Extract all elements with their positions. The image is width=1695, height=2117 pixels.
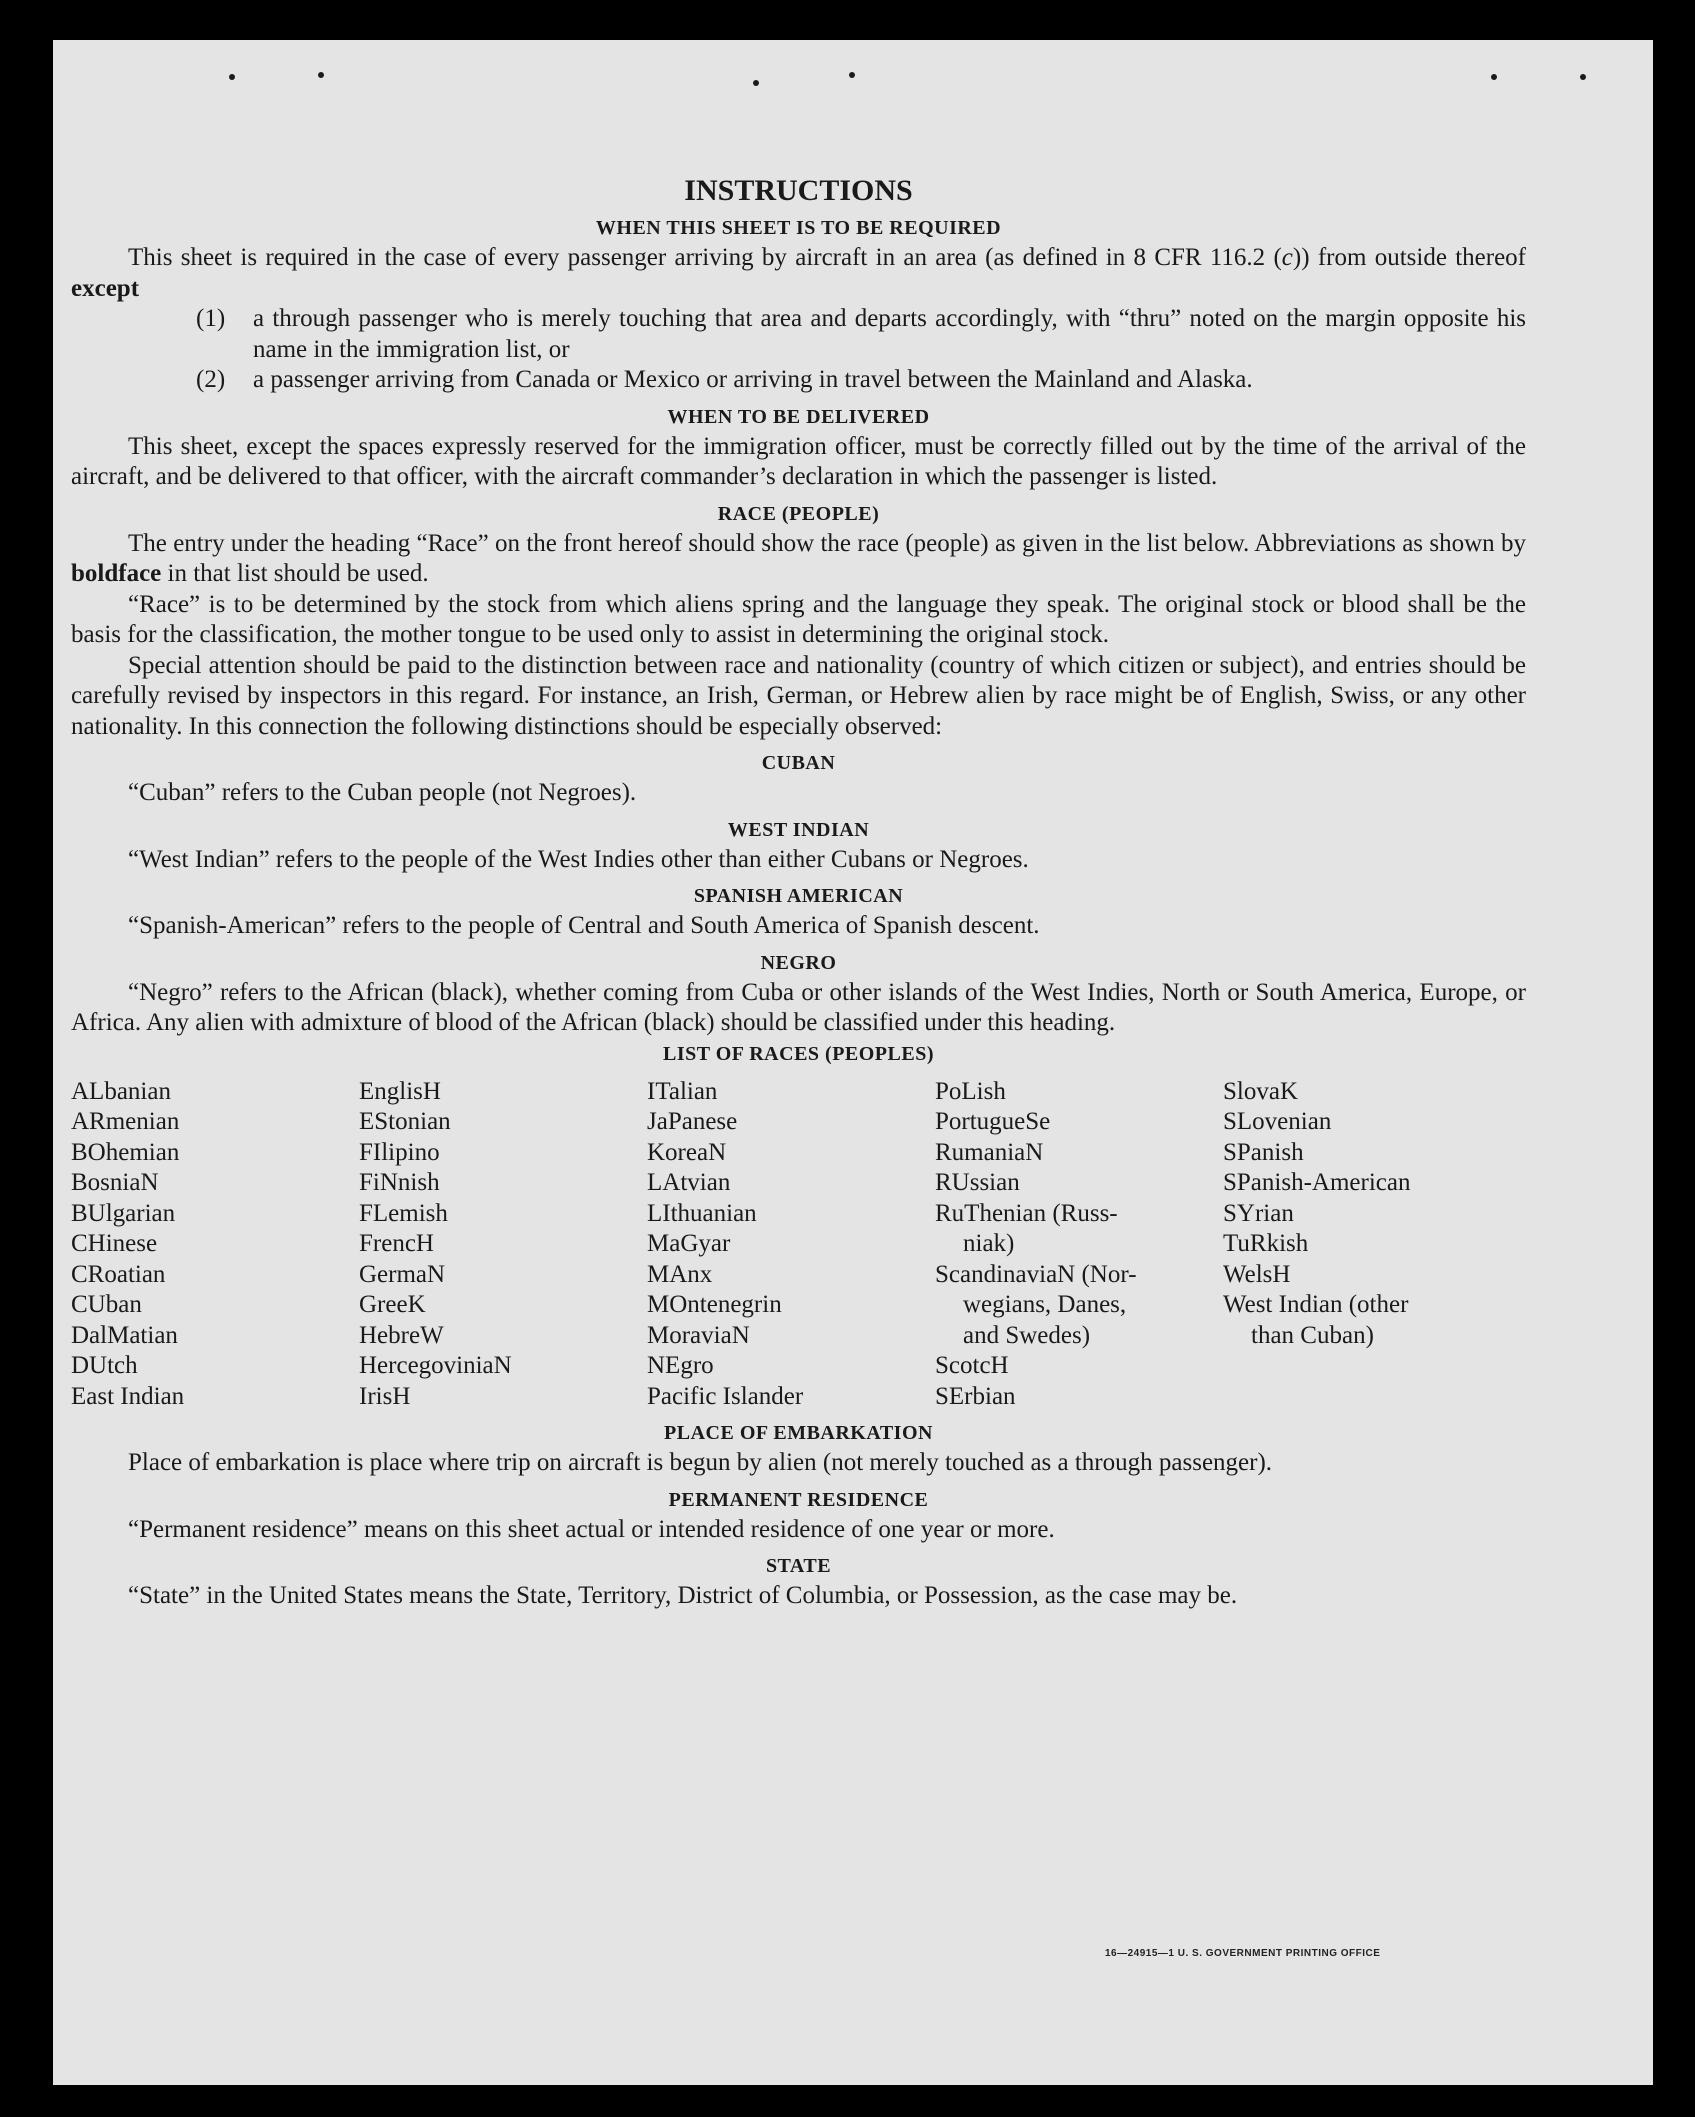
exception-item [196, 365, 1526, 396]
west-indian-text: “West Indian” refers to the people of the West Indies other than either Cubans or Negroes. [128, 845, 1029, 873]
races-column [647, 1077, 935, 1413]
race-entry: SlovaK [1223, 1077, 1298, 1105]
races-list [71, 1077, 1526, 1413]
race-entry: HercegoviniaN [359, 1352, 512, 1379]
race-entry: EStonian [359, 1108, 451, 1135]
residence-text: “Permanent residence” means on this sheet actual or intended residence of one year or more. [128, 1515, 1055, 1543]
race-entry: ScotcH [935, 1352, 1009, 1379]
race-entry: IrisH [359, 1382, 411, 1410]
race-entry: MOntenegrin [647, 1291, 782, 1318]
race-entry: BOhemian [71, 1138, 180, 1166]
item-number: (2) [196, 366, 226, 393]
race-entry: JaPanese [647, 1108, 738, 1135]
race-entry: FIlipino [359, 1138, 440, 1166]
punch-mark [849, 72, 855, 78]
race-paragraph-2: “Race” is to be determined by the stock from which aliens spring and the language they speak. The original stock or blood shall be the basis for the classification, the mother tongue to be used only to assist in determining the original stock. [71, 590, 1526, 648]
instructions-content [71, 172, 1526, 1612]
race-entry: MaGyar [647, 1230, 731, 1257]
punch-marks [53, 40, 1653, 100]
punch-mark [1580, 74, 1586, 80]
punch-mark [1491, 74, 1497, 80]
race-entry: RuThenian (Russ- [935, 1199, 1118, 1227]
heading-spanish-american: SPANISH AMERICAN [693, 885, 904, 907]
heading-race: RACE (PEOPLE) [717, 502, 880, 525]
race-entry: ITalian [647, 1077, 718, 1105]
spanish-american-text: “Spanish-American” refers to the people of Central and South America of Spanish descent. [128, 912, 1040, 939]
intro-text: This sheet is required in the case of every passenger arriving by aircraft in an area (as defined in 8 CFR 116.2 ( [128, 244, 1282, 271]
race-entry: ScandinaviaN (Nor- [935, 1260, 1137, 1288]
punch-mark [229, 74, 235, 80]
race-entry: WelsH [1223, 1260, 1291, 1288]
race-bold-word: boldface [71, 560, 162, 587]
punch-mark [753, 80, 759, 86]
race-paragraph-1 [71, 529, 1526, 590]
race-entry: LAtvian [647, 1169, 731, 1196]
item-text: a passenger arriving from Canada or Mexico or arriving in travel between the Mainland and Alaska. [253, 366, 1253, 393]
races-column [359, 1077, 647, 1413]
intro-text: )) from outside thereof [1292, 244, 1526, 271]
race-entry: EnglisH [359, 1077, 441, 1105]
when-delivered-text: This sheet, except the spaces expressly reserved for the immigration officer, must be correctly filled out by the time of the arrival of the aircraft, and be delivered to that officer, with the aircraft commander’s declaration in which the passenger is listed. [71, 432, 1526, 490]
race-text: in that list should be used. [161, 560, 429, 587]
race-text: The entry under the heading “Race” on the front hereof should show the race (people) as given in the list below. Abbreviations as shown by [128, 529, 1526, 557]
race-entry: CUban [71, 1291, 142, 1318]
race-entry: BosniaN [71, 1169, 159, 1196]
document-page [53, 40, 1653, 2085]
heading-cuban: CUBAN [761, 752, 836, 774]
race-entry: FLemish [359, 1199, 448, 1227]
item-text: a through passenger who is merely touching that area and departs accordingly, with “thru” noted on the margin opposite his name in the immigration list, or [253, 305, 1526, 363]
printer-imprint: 16—24915—1 U. S. GOVERNMENT PRINTING OFFICE [1105, 1948, 1381, 1959]
race-entry: HebreW [359, 1321, 444, 1349]
race-entry: PoLish [935, 1077, 1006, 1105]
race-entry: SPanish [1223, 1138, 1304, 1166]
race-entry: BUlgarian [71, 1199, 176, 1227]
race-entry: GermaN [359, 1260, 446, 1288]
intro-italic: c [1281, 244, 1293, 271]
state-text: “State” in the United States means the State, Territory, District of Columbia, or Possession, as the case may be. [128, 1582, 1238, 1609]
race-entry: Pacific Islander [647, 1382, 804, 1410]
races-column [71, 1077, 359, 1413]
race-entry: PortugueSe [935, 1108, 1051, 1135]
intro-except: except [71, 274, 140, 302]
race-entry: LIthuanian [647, 1199, 757, 1227]
race-entry: SPanish-American [1223, 1169, 1411, 1196]
race-entry-continued: wegians, Danes, [963, 1291, 1127, 1318]
races-column [1223, 1077, 1511, 1413]
race-entry: East Indian [71, 1382, 185, 1410]
race-entry: KoreaN [647, 1138, 727, 1166]
race-entry: TuRkish [1223, 1230, 1309, 1257]
heading-list-of-races: LIST OF RACES (PEOPLES) [662, 1042, 934, 1065]
race-entry: West Indian (other [1223, 1291, 1409, 1318]
race-entry: CRoatian [71, 1260, 166, 1288]
race-entry-continued: niak) [963, 1230, 1015, 1257]
race-entry: FiNnish [359, 1169, 440, 1196]
heading-permanent-residence: PERMANENT RESIDENCE [668, 1488, 929, 1511]
race-entry: DalMatian [71, 1321, 178, 1349]
race-entry: GreeK [359, 1291, 426, 1318]
race-entry-continued: and Swedes) [963, 1321, 1091, 1349]
race-entry: RUssian [935, 1169, 1020, 1196]
race-entry-continued: than Cuban) [1251, 1321, 1374, 1349]
race-entry: ARmenian [71, 1108, 180, 1135]
race-entry: NEgro [647, 1352, 714, 1379]
races-column [935, 1077, 1223, 1413]
race-entry: RumaniaN [935, 1138, 1044, 1166]
heading-negro: NEGRO [760, 951, 837, 974]
race-entry: FrencH [359, 1230, 434, 1257]
heading-when-required: WHEN THIS SHEET IS TO BE REQUIRED [595, 217, 1002, 239]
race-entry: MoraviaN [647, 1321, 750, 1349]
race-entry: DUtch [71, 1352, 138, 1379]
heading-state: STATE [765, 1555, 832, 1577]
heading-embarkation: PLACE OF EMBARKATION [664, 1422, 933, 1444]
item-number: (1) [196, 305, 226, 332]
race-entry: CHinese [71, 1230, 158, 1257]
race-paragraph-3: Special attention should be paid to the distinction between race and nationality (country of which citizen or subject), and entries should be carefully revised by inspectors in this regard. For instance, an Irish, German, or Hebrew alien by race might be of English, Swiss, or any other nationality. In this connection the following distinctions should be especially observed: [71, 651, 1526, 740]
exception-item [196, 304, 1526, 365]
race-entry: MAnx [647, 1260, 713, 1288]
race-entry: SLovenian [1223, 1108, 1332, 1135]
punch-mark [318, 72, 324, 78]
race-entry: SErbian [935, 1382, 1016, 1410]
negro-text: “Negro” refers to the African (black), whether coming from Cuba or other islands of the West Indies, North or South America, Europe, or Africa. Any alien with admixture of blood of the African (black) should be classified under this heading. [71, 978, 1526, 1036]
heading-west-indian: WEST INDIAN [727, 818, 870, 841]
cuban-text: “Cuban” refers to the Cuban people (not Negroes). [128, 779, 637, 806]
when-required-intro [71, 243, 1526, 304]
page-title: INSTRUCTIONS [684, 174, 913, 207]
embarkation-text: Place of embarkation is place where trip on aircraft is begun by alien (not merely touched as a through passenger). [128, 1449, 1273, 1476]
race-entry: ALbanian [71, 1077, 171, 1105]
heading-when-delivered: WHEN TO BE DELIVERED [667, 405, 930, 428]
race-entry: SYrian [1223, 1199, 1294, 1227]
